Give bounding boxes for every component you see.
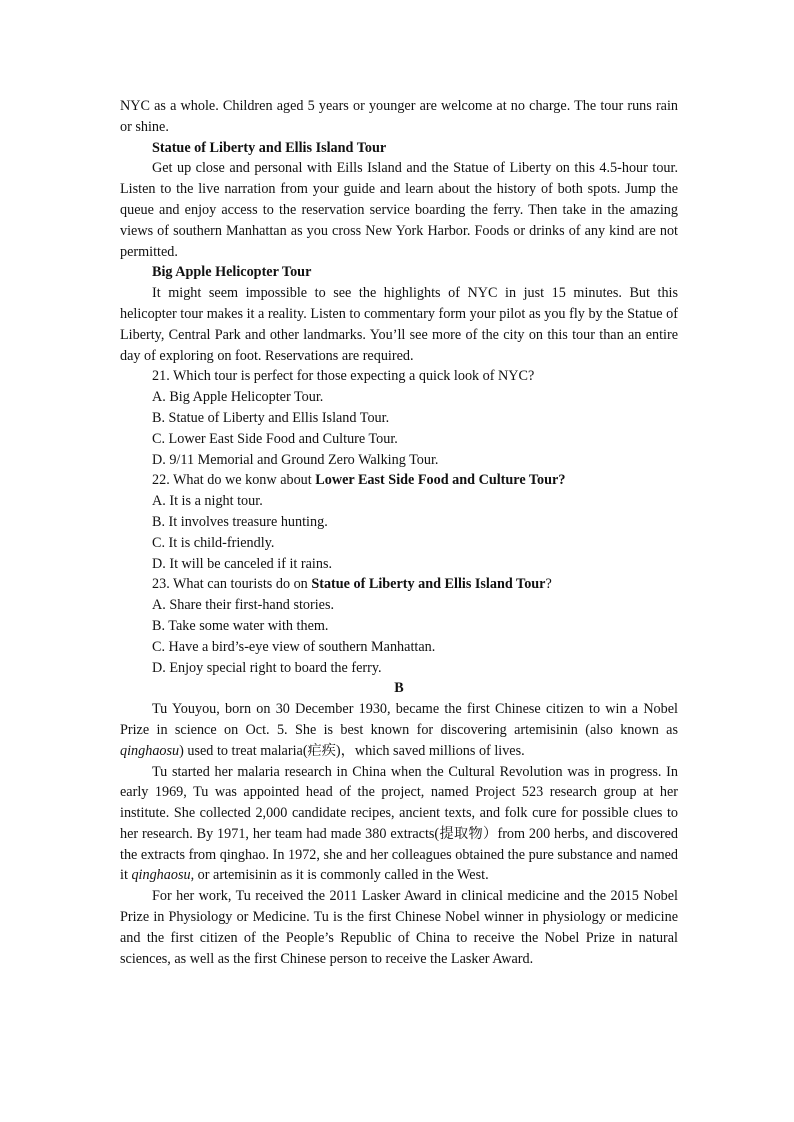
question-21-option-c: C. Lower East Side Food and Culture Tour. — [152, 430, 398, 447]
question-23-stem-tour-name: Statue of Liberty and Ellis Island Tour — [311, 576, 546, 593]
p1-text-b: ) used to treat malaria(疟疾)，which saved millions of lives. — [179, 742, 525, 759]
section-b-heading: B — [394, 680, 404, 697]
question-23-stem-text: 23. What can tourists do on — [152, 576, 312, 593]
question-22-option-a: A. It is a night tour. — [152, 493, 263, 510]
question-23-option-a: A. Share their first-hand stories. — [152, 597, 335, 614]
p1-italic-term: qinghaosu — [120, 742, 180, 759]
question-22-option-c: C. It is child-friendly. — [152, 534, 275, 551]
document-page — [120, 96, 678, 969]
section-b-paragraph-1 — [120, 699, 678, 761]
p2-text-a: Tu started her malaria research in China when the Cultural Revolution was in progress. In early 1969, Tu was appointed head of the project, named Project 523 research group at her institute. She collected 2,000 candidate recipes, ancient texts, and folk cure for possible clues to her research. By 1971, her team had made 380 extracts(提取物）from 200 herbs, and discovered the extracts from qinghao. In 1972, she and her colleagues obtained the pure substance and named it — [120, 763, 678, 884]
question-23-stem — [120, 574, 678, 595]
helicopter-tour-body: It might seem impossible to see the highlights of NYC in just 15 minutes. But this helicopter tour makes it a reality. Listen to commentary form your pilot as you fly by the Statue of Liberty, Central Park and other landmarks. You’ll see more of the city on this tour than an entire day of exploring on foot. Reservations are required. — [120, 285, 678, 364]
p2-italic-term: qinghaosu — [131, 867, 191, 884]
question-22-stem-text: 22. What do we konw about — [152, 472, 316, 489]
question-21-stem: 21. Which tour is perfect for those expecting a quick look of NYC? — [152, 368, 535, 385]
tour-intro-tail: NYC as a whole. Children aged 5 years or younger are welcome at no charge. The tour runs rain or shine. — [120, 98, 678, 135]
helicopter-tour-title: Big Apple Helicopter Tour — [152, 264, 312, 281]
section-b-paragraph-2 — [120, 762, 678, 887]
question-22-stem-tour-name: Lower East Side Food and Culture Tour? — [315, 472, 566, 489]
p2-text-b: , or artemisinin as it is commonly called in the West. — [190, 867, 489, 884]
question-23-option-c: C. Have a bird’s-eye view of southern Manhattan. — [152, 638, 436, 655]
question-21-option-a: A. Big Apple Helicopter Tour. — [152, 389, 324, 406]
question-22-stem — [120, 470, 678, 491]
question-22-option-b: B. It involves treasure hunting. — [152, 513, 328, 530]
question-23-stem-mark: ? — [545, 576, 552, 593]
statue-tour-title: Statue of Liberty and Ellis Island Tour — [152, 139, 387, 156]
question-22-option-d: D. It will be canceled if it rains. — [152, 555, 333, 572]
question-23-option-d: D. Enjoy special right to board the ferry. — [152, 659, 382, 676]
p1-text-a: Tu Youyou, born on 30 December 1930, became the first Chinese citizen to win a Nobel Prize in science on Oct. 5. She is best known for discovering artemisinin (also known as — [120, 701, 678, 738]
statue-tour-body: Get up close and personal with Eills Island and the Statue of Liberty on this 4.5-hour tour. Listen to the live narration from your guide and learn about the history of both spots. Jump the queue and enjoy access to the reservation service boarding the ferry. Then take in the amazing views of southern Manhattan as you cross New York Harbor. Foods or drinks of any kind are not permitted. — [120, 160, 678, 260]
question-21-option-b: B. Statue of Liberty and Ellis Island Tour. — [152, 409, 390, 426]
question-21-option-d: D. 9/11 Memorial and Ground Zero Walking Tour. — [152, 451, 439, 468]
question-23-option-b: B. Take some water with them. — [152, 617, 329, 634]
section-b-paragraph-3: For her work, Tu received the 2011 Lasker Award in clinical medicine and the 2015 Nobel Prize in Physiology or Medicine. Tu is the first Chinese Nobel winner in physiology or medicine and the first citizen of the People’s Republic of China to receive the Nobel Prize in natural sciences, as well as the first Chinese person to receive the Lasker Award. — [120, 888, 678, 967]
